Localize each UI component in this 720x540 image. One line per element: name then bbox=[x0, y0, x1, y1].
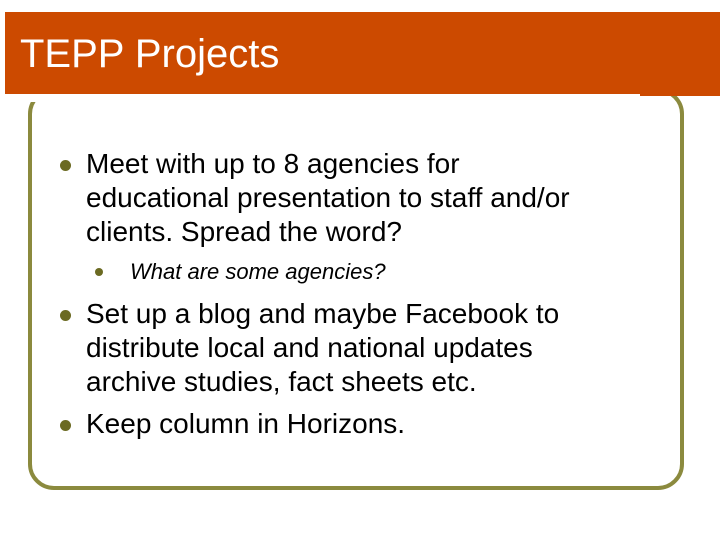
bullet-dot-icon bbox=[60, 160, 71, 171]
bullet-1-line-3: clients. Spread the word? bbox=[86, 216, 402, 247]
sub-bullet-1: What are some agencies? bbox=[130, 259, 386, 284]
slide-title: TEPP Projects bbox=[20, 32, 280, 76]
bullet-2-line-2: distribute local and national updates bbox=[86, 332, 533, 363]
bullet-2-line-3: archive studies, fact sheets etc. bbox=[86, 366, 477, 397]
bullet-dot-icon bbox=[60, 310, 71, 321]
bullet-3-line-1: Keep column in Horizons. bbox=[86, 408, 406, 439]
bullet-dot-icon bbox=[60, 420, 71, 431]
sub-bullet-dot-icon bbox=[95, 268, 103, 276]
bullet-2-line-1: Set up a blog and maybe Facebook to bbox=[86, 298, 560, 329]
bullet-1-line-1: Meet with up to 8 agencies for bbox=[86, 148, 460, 179]
bullet-1-line-2: educational presentation to staff and/or bbox=[86, 182, 570, 213]
